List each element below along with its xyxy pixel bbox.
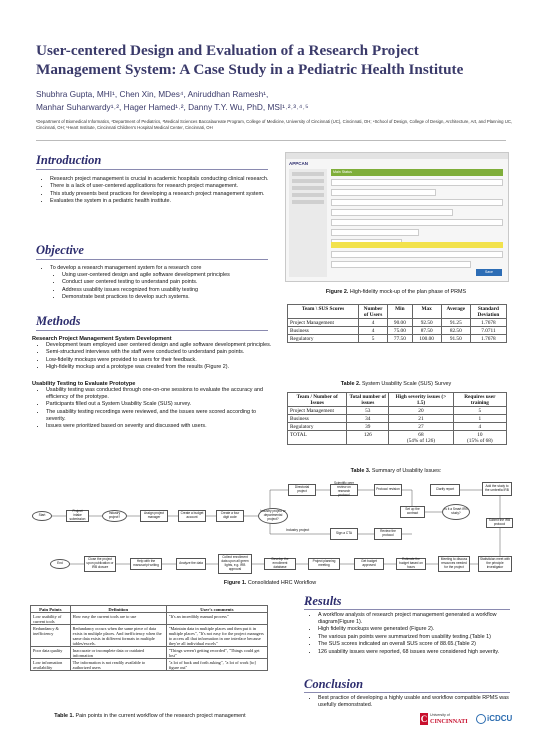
icdcu-logo [476,713,512,729]
intro-bullet: • There is a lack of user-centered applications for research project management. [50,183,272,190]
objective-sub-bullet: • Using user-centered design and agile software development principles [62,272,272,279]
table-cell: 75.00 [388,327,412,335]
table-2-header: Standard Deviation [470,305,506,319]
table-cell: Low usability of current tools [31,613,71,625]
workflow-node: Add the study to the umbrella IRB [482,482,512,496]
workflow-node: Create a four digit code [216,510,244,522]
table-cell: 100.00 [412,335,441,343]
table-3-caption-text: Summary of Usability Issues: [371,468,442,474]
workflow-node: Project intake submission [66,510,89,522]
table-cell: The information is not readily available to authorized users [70,659,166,671]
table-cell: 4 [359,319,388,327]
conclusion-underline [304,692,510,693]
figure-1-caption [150,580,390,586]
figure-2-caption-text: High-fidelity mock-up of the plan phase of PRMS [349,289,467,295]
results-heading: Results [304,594,342,608]
author-list [36,88,506,113]
workflow-node: Meeting to discuss resources needed for the project [438,556,470,572]
table-cell: Low information availability [31,659,71,671]
workflow-decision-node: Is it a Smart IRB study? [442,504,470,520]
table-1-caption-label: Table 1. [54,713,74,719]
workflow-node: Analyze the data [176,558,206,570]
table-cell: 4 [359,327,388,335]
table-cell: 91.50 [441,335,470,343]
methods-bullet: • Low-fidelity mockups were provided to users for their feedback. [46,357,272,364]
table-cell: 92.50 [412,319,441,327]
introduction-heading: Introduction [36,153,102,167]
table-cell: Business [288,415,347,423]
objective-sub-bullet: • Conduct user centered testing to understand pain points. [62,279,272,286]
workflow-node: Develop the enrollment database [264,558,296,570]
results-bullet: • A workflow analysis of research project management generated a workflow diagram(Figure 1). [318,612,510,626]
workflow-node: Close the project upon publication or IRB closure [84,556,116,572]
table-cell: 5 [453,407,506,415]
mock-browser-bar [286,153,508,159]
methods-bullet: • Issues were prioritized based on severity and discussed with users. [46,423,272,430]
header-divider [36,140,506,141]
workflow-node: Scientific peer review on research protocol [330,484,358,496]
workflow-node: Get budget approved [354,558,384,570]
table-1-caption [30,713,270,719]
mock-save-button: Save [476,269,502,276]
workflow-decision-node: Industry project or departmental project? [258,508,288,524]
conclusion-heading: Conclusion [304,677,364,691]
mock-section-bar: Main Status [331,169,503,176]
table-1-header: Definition [70,606,166,613]
table-cell: 87.50 [412,327,441,335]
results-body [304,612,510,656]
table-cell: Redundancy occurs when the same piece of data exists in multiple places. And inefficiency when the same data exists in different formats in multiple tables/excels. [70,625,166,647]
table-cell: 77.50 [388,335,412,343]
workflow-decision-node: Industry project? [102,510,127,522]
uc-logo-main: CINCINNATI [430,718,468,725]
mock-highlight-bar [331,242,503,248]
intro-bullet: • This study presents best practices for developing a research project management system. [50,191,272,198]
table-3 [287,392,507,445]
table-2-header-row [288,305,507,319]
methods-body [32,336,272,431]
methods-heading: Methods [36,314,81,328]
workflow-node: Assign project manager [140,510,168,522]
table-3-header: Total number of issues [347,393,389,407]
table-cell: Project Management [288,319,359,327]
table-row [288,423,507,431]
table-cell: TOTAL [288,431,347,445]
table-2-header: Average [441,305,470,319]
table-cell: 90.00 [388,319,412,327]
table-2-caption [285,381,507,387]
table-cell: How easy the current tools are to use [70,613,166,625]
authors-line-2: Manhar Suharwardy¹˒², Hager Hamed¹˒², Danny T.Y. Wu, PhD, MSI¹˒²˒³˒⁴˒⁵ [36,101,309,112]
table-1-caption-text: Pain points in the current workflow of the research project management [75,713,246,719]
table-cell: Poor data quality [31,647,71,659]
workflow-node: Statistician meet with the principle investigator [478,556,512,572]
table-cell: 7.0711 [470,327,506,335]
methods-bullet: • High-fidelity mockup and a prototype was created from the results (Figure 2). [46,364,272,371]
table-cell: Inaccurate or incomplete data or outdated information [70,647,166,659]
table-3-header: High severity issues (> 1.5) [389,393,453,407]
table-row [288,335,507,343]
objective-main-text: To develop a research management system for a research core [50,265,202,271]
poster-title: User-centered Design and Evaluation of a Research Project Management System: A Case Study in a Pediatric Health Institute [36,42,464,78]
table-2-header: Max [412,305,441,319]
objective-sub-bullet: • Address usability issues recognized from usability testing [62,287,272,294]
table-cell: 91.25 [441,319,470,327]
icdcu-logo-text: iCDCU [487,714,513,723]
workflow-end-node: End [50,559,70,569]
table-2 [287,304,507,343]
table-cell: 53 [347,407,389,415]
table-row [288,431,507,445]
table-cell: Redundancy & inefficiency [31,625,71,647]
objective-bullet [50,265,272,301]
results-bullet: • The various pain points were summarized from usability testing.(Table 1) [318,634,510,641]
table-cell: 68 (54% of 126) [389,431,453,445]
mock-form [331,179,503,239]
table-row [31,625,268,647]
affiliations: ¹Department of Biomedical Informatics, ²Department of Pediatrics, ³Medical Sciences Baccalaureate Program, College of Medicine, University of Cincinnati (UC), Cincinnati, OH; ⁴School of Design, College of Design, Architecture, Art, and Planning UC, Cincinnati, OH; ⁵Heart Institute, Cincinnati Children's Hospital Medical Center, Cincinnati, OH [36,119,513,131]
table-1-header: Pain Points [31,606,71,613]
workflow-node: Project planning meeting [308,558,340,570]
workflow-node: Create a budget account [178,510,206,522]
workflow-node: Collect enrollment data upon all green lights, e.g. IRB approval [218,554,252,574]
workflow-node: Sign a CTA [330,528,358,540]
table-1-header-row [31,606,268,613]
methods-bullet: • Development team employed user centered design and agile software development principles. [46,342,272,349]
table-2-header: Team \ SUS Scores [288,305,359,319]
table-3-header-row [288,393,507,407]
table-row [288,415,507,423]
objective-underline [36,259,268,260]
table-1 [30,605,268,671]
authors-line-1: Shubhra Gupta, MHI¹, Chen Xin, MDes⁴, Aniruddhan Ramesh¹, [36,89,269,99]
table-cell: 39 [347,423,389,431]
introduction-underline [36,169,268,170]
mock-sidebar [289,169,327,277]
objective-heading: Objective [36,243,84,257]
uc-mark-icon: C [420,714,428,724]
uc-logo [420,711,468,731]
conclusion-bullet: • Best practice of developing a highly usable and workflow compatible RPMS was usefully demonstrated. [318,695,510,709]
figure-2-caption-label: Figure 2. [325,289,349,295]
table-cell: Regulatory [288,335,359,343]
workflow-node: Clarify report [430,484,460,496]
table-row [31,659,268,671]
table-cell: "It's an incredibly manual process" [166,613,267,625]
workflow-node: Directorial project [288,484,316,496]
workflow-edge-label: Industry project [286,528,310,532]
table-cell: 10 (15% of 68) [453,431,506,445]
icdcu-mark-icon [476,714,486,724]
figure-1-workflow [30,478,515,578]
table-cell: 5 [359,335,388,343]
table-cell: 21 [389,415,453,423]
workflow-start-node: Start [32,511,52,521]
table-cell: Project Management [288,407,347,415]
results-bullet: • The SUS scores indicated an overall SUS score of 88.65.(Table 2) [318,641,510,648]
table-cell: 4 [453,423,506,431]
table-2-header: Number of Users [359,305,388,319]
table-cell: 20 [389,407,453,415]
table-3-caption-label: Table 3. [350,468,371,474]
table-cell: Business [288,327,359,335]
methods-bullet: • The usability testing recordings were reviewed, and the issues were scored according to severity. [46,409,272,423]
methods-bullet: • Semi-structured interviews with the staff were conducted to understand pain points. [46,349,272,356]
table-2-caption-label: Table 2. [340,381,361,387]
table-cell: "Maintain data in multiple places and then put it in multiple places", "It's not easy for the project managers to access all that information in one interface because they're all individual excels" [166,625,267,647]
figure-1-caption-label: Figure 1. [223,580,247,586]
mock-app-title: APPCAN [289,161,309,166]
uc-logo-top: University of [430,713,450,717]
table-cell: 126 [347,431,389,445]
objective-body [36,265,272,302]
methods-subheading-1: Research Project Management System Development [32,336,172,342]
table-cell: Regulatory [288,423,347,431]
figure-2-mockup [285,152,509,282]
methods-underline [36,330,268,331]
conclusion-body [304,695,510,709]
table-3-header: Team / Number of Issues [288,393,347,407]
figure-2-caption [285,289,507,295]
table-cell: "Things weren't getting recorded", "Things could get lost" [166,647,267,659]
workflow-node: Set up the contract [400,506,425,518]
introduction-body [36,176,272,206]
methods-bullet: • Usability testing was conducted through one-on-one sessions to evaluate the accuracy and efficiency of the prototype. [46,387,272,401]
workflow-node: Estimate the budget based on hours [396,558,426,570]
results-bullet: • High fidelity mockups were generated (Figure 2). [318,626,510,633]
table-2-caption-text: System Usability Scale (SUS) Survey [361,381,452,387]
results-bullet: • 126 usability issues were reported, 68 issues were considered high severity. [318,649,510,656]
table-cell: 82.50 [441,327,470,335]
objective-sub-bullet: • Demonstrate best practices to develop such systems. [62,294,272,301]
figure-1-caption-text: Consolidated HRC Workflow [247,580,317,586]
table-row [288,407,507,415]
table-3-caption [285,468,507,474]
table-3-header: Requires user training [453,393,506,407]
table-row [31,647,268,659]
table-cell: 1.7678 [470,319,506,327]
intro-bullet: • Research project management is crucial in academic hospitals conducting clinical research. [50,176,272,183]
results-underline [304,609,510,610]
table-cell: 34 [347,415,389,423]
table-row [31,613,268,625]
table-cell: 1.7678 [470,335,506,343]
table-row [288,327,507,335]
workflow-node: Help with the manuscript writing [130,558,162,570]
workflow-node: Protocol revision [374,484,402,496]
workflow-node: Review the protocol [374,528,402,540]
table-2-header: Min [388,305,412,319]
table-1-header: User's comments [166,606,267,613]
table-cell: "a lot of back and forth asking", "a lot of work [to] figure out" [166,659,267,671]
table-row [288,319,507,327]
table-cell: 27 [389,423,453,431]
intro-bullet: • Evaluates the system in a pediatric health institute. [50,198,272,205]
table-cell: 1 [453,415,506,423]
workflow-node: Submit the IRB protocol [486,518,513,528]
methods-bullet: • Participants filled out a System Usability Scale (SUS) survey. [46,401,272,408]
methods-subheading-2: Usability Testing to Evaluate Prototype [32,381,136,388]
